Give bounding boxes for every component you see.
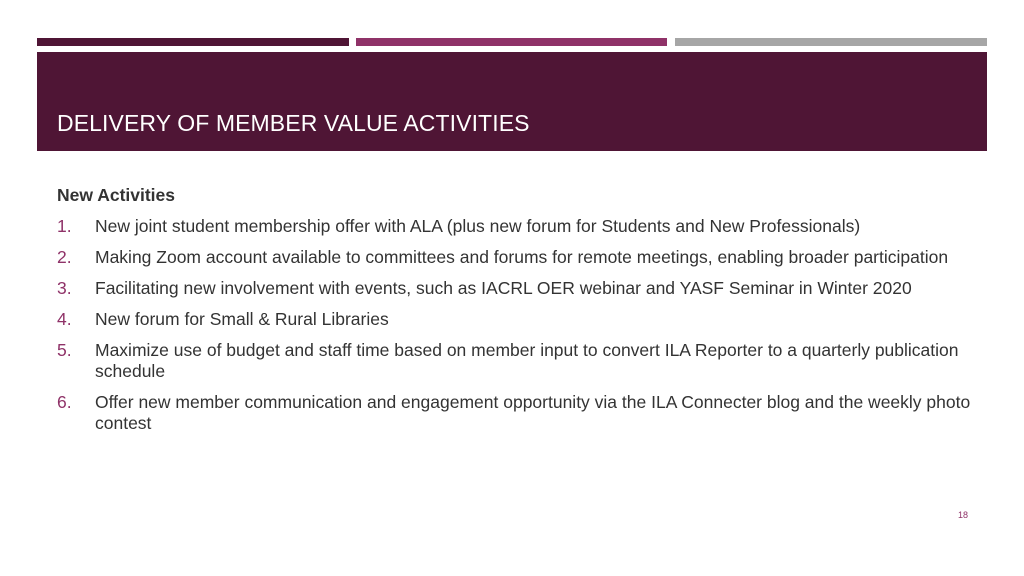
accent-bar-left xyxy=(37,38,349,46)
list-item-number: 6. xyxy=(57,392,72,412)
slide-body xyxy=(57,185,977,444)
list-item-number: 2. xyxy=(57,247,72,267)
list-item-text: Offer new member communication and engagement opportunity via the ILA Connecter blog and the weekly photo contest xyxy=(95,392,971,433)
accent-bar-middle xyxy=(356,38,667,46)
list-item-text: Making Zoom account available to committees and forums for remote meetings, enabling broader participation xyxy=(95,247,949,267)
list-item xyxy=(57,278,977,299)
list-item-text: Facilitating new involvement with events, such as IACRL OER webinar and YASF Seminar in Winter 2020 xyxy=(95,278,912,298)
list-item-text: Maximize use of budget and staff time based on member input to convert ILA Reporter to a quarterly publication schedule xyxy=(95,340,959,381)
list-item xyxy=(57,309,977,330)
list-item xyxy=(57,247,977,268)
list-item xyxy=(57,340,977,382)
accent-bar-right xyxy=(675,38,987,46)
list-item-number: 5. xyxy=(57,340,72,360)
slide-title: DELIVERY OF MEMBER VALUE ACTIVITIES xyxy=(57,110,530,136)
section-subheading: New Activities xyxy=(57,185,176,205)
list-item-number: 1. xyxy=(57,216,72,236)
page-number: 18 xyxy=(957,510,968,520)
list-item xyxy=(57,392,977,434)
title-banner xyxy=(37,52,987,151)
list-item-number: 4. xyxy=(57,309,72,329)
list-item-text: New forum for Small & Rural Libraries xyxy=(95,309,389,329)
list-item-number: 3. xyxy=(57,278,72,298)
list-item-text: New joint student membership offer with ALA (plus new forum for Students and New Professionals) xyxy=(95,216,861,236)
list-item xyxy=(57,216,977,237)
